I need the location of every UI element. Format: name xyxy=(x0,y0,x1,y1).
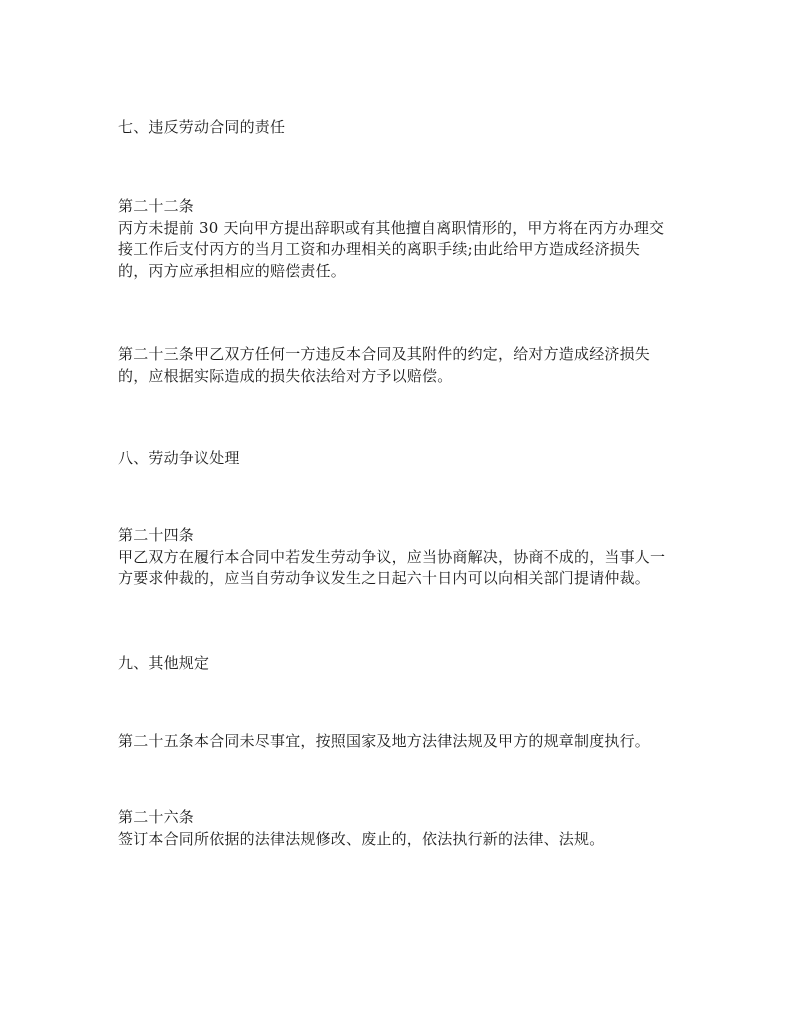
article-line: 丙方未提前 30 天向甲方提出辞职或有其他擅自离职情形的，甲方将在丙方办理交 xyxy=(118,218,665,237)
article-line: 第二十五条本合同未尽事宜，按照国家及地方法律法规及甲方的规章制度执行。 xyxy=(118,732,651,750)
article-line: 第二十三条甲乙双方任何一方违反本合同及其附件的约定，给对方造成经济损失 xyxy=(118,345,651,363)
article-title: 第二十六条 xyxy=(118,808,195,826)
article-22 xyxy=(118,196,690,282)
article-line: 方要求仲裁的，应当自劳动争议发生之日起六十日内可以向相关部门提请仲裁。 xyxy=(118,569,651,587)
article-23 xyxy=(118,344,690,387)
section-heading: 九、其他规定 xyxy=(118,654,210,672)
article-26 xyxy=(118,807,690,850)
article-line: 甲乙双方在履行本合同中若发生劳动争议，应当协商解决，协商不成的，当事人一 xyxy=(118,547,666,566)
article-line: 接工作后支付丙方的当月工资和办理相关的离职手续;由此给甲方造成经济损失 xyxy=(118,240,641,258)
article-24 xyxy=(118,525,690,590)
article-line: 的，应根据实际造成的损失依法给对方予以赔偿。 xyxy=(118,366,453,385)
article-title: 第二十四条 xyxy=(118,526,195,544)
section-heading: 七、违反劳动合同的责任 xyxy=(118,118,286,136)
article-line: 的，丙方应承担相应的赔偿责任。 xyxy=(118,261,347,280)
section-heading: 八、劳动争议处理 xyxy=(118,449,240,467)
article-25 xyxy=(118,731,690,753)
article-title: 第二十二条 xyxy=(118,197,195,215)
article-line: 签订本合同所依据的法律法规修改、废止的，依法执行新的法律、法规。 xyxy=(118,829,605,848)
